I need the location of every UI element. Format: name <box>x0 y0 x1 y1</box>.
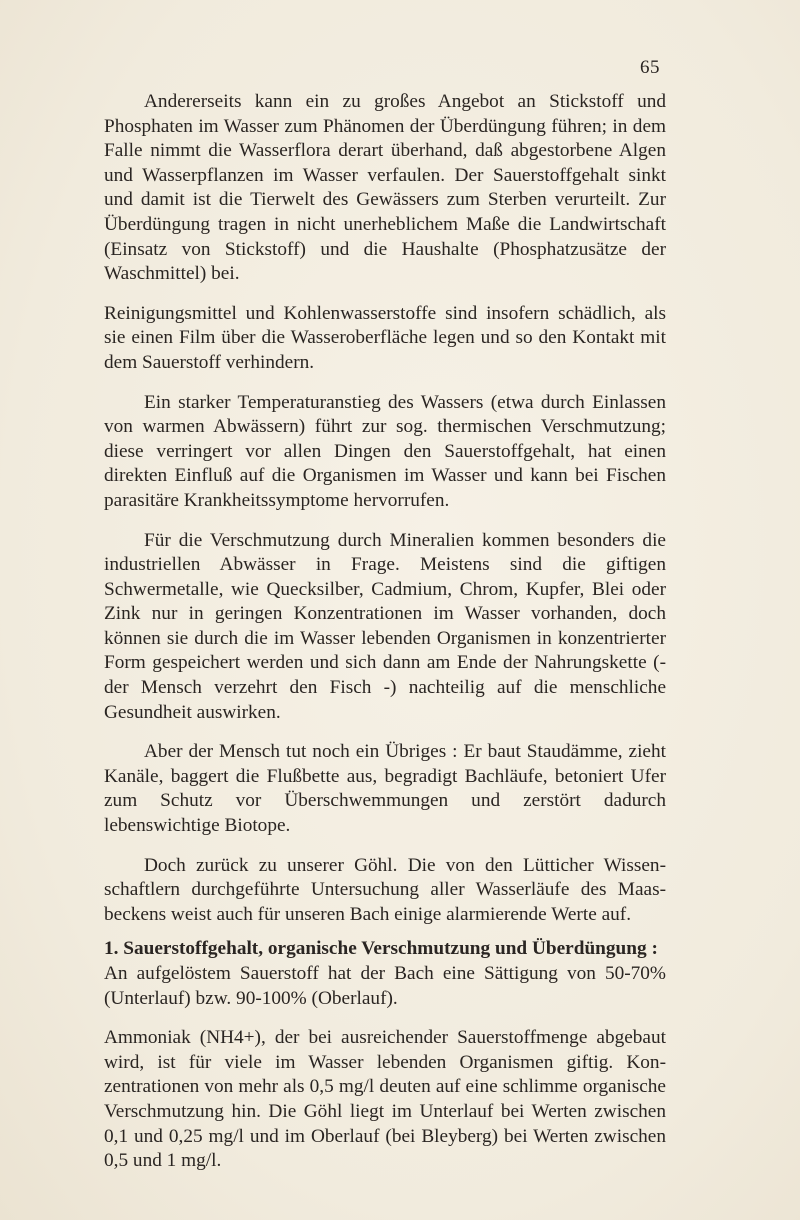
paragraph-minerals: Für die Verschmutzung durch Mineralien kommen besonders die industriellen Abwässer in Frage. Meistens sind die giftigen Schwermetalle, wie Quecksilber, Cadmium, Chrom, Kupfer, Blei oder Zink nur in geringen Konzentrationen im Wasser vorhanden, doch können sie durch die im Wasser lebenden Organismen in konzentrierter Form gespeichert werden und sich dann am Ende der Nahrungskette (- der Mensch verzehrt den Fisch -) nachteilig auf die menschliche Gesundheit auswirken. <box>104 529 666 723</box>
page-number: 65 <box>640 57 660 78</box>
paragraph-human-impact: Aber der Mensch tut noch ein Übriges : Er baut Staudämme, zieht Kanäle, baggert die Flußbette aus, begradigt Bachläufe, betoniert Ufer zum Schutz vor Überschwemmungen und zerstört dadurch lebenswichtige Biotope. <box>104 741 666 837</box>
paragraph-goehl-study: Doch zurück zu unserer Göhl. Die von den Lütticher Wissenschaftlern durchgeführte Untersuchung aller Wasserläufe des Maasbeckens weist auch für unseren Bach einige alarmierende Werte auf. <box>104 854 666 925</box>
paragraph-ammonia: Ammoniak (NH4+), der bei ausreichender Sauerstoffmenge abgebaut wird, ist für viele im Wasser lebenden Organismen giftig. Konzentrationen von mehr als 0,5 mg/l deuten auf eine schlimme organische Verschmutzung hin. Die Göhl liegt im Unterlauf bei Werten zwischen 0,1 und 0,25 mg/l und im Oberlauf (bei Bleyberg) bei Werten zwischen 0,5 und 1 mg/l. <box>104 1027 666 1172</box>
page-body <box>104 90 666 1174</box>
paragraph-oxygen: An aufgelöstem Sauerstoff hat der Bach eine Sättigung von 50-70% (Unterlauf) bzw. 90-100% (Oberlauf). <box>104 963 666 1009</box>
paragraph-detergents: Reinigungsmittel und Kohlenwasserstoffe sind insofern schädlich, als sie einen Film über die Wasseroberfläche legen und so den Kontakt mit dem Sauerstoff verhindern. <box>104 302 666 373</box>
paragraph-thermal-pollution: Ein starker Temperaturanstieg des Wassers (etwa durch Einlassen von warmen Abwässern) führt zur sog. thermischen Verschmutzung; diese verringert vor allen Dingen den Sauerstoffgehalt, hat einen direkten Einfluß auf die Organismen im Wasser und kann bei Fischen parasitäre Krankheitssymptome hervorrufen. <box>104 391 666 511</box>
section-heading: 1. Sauerstoffgehalt, organische Verschmutzung und Überdüngung : <box>104 938 658 960</box>
paragraph-overfertilization: Andererseits kann ein zu großes Angebot an Stickstoff und Phosphaten im Wasser zum Phänomen der Überdüngung führen; in dem Falle nimmt die Wasserflora derart überhand, daß abgestorbene Algen und Wasserpflanzen im Wasser verfaulen. Der Sauerstoffgehalt sinkt und damit ist die Tierwelt des Gewässers zum Sterben verurteilt. Zur Überdüngung tragen in nicht unerheblichem Maße die Landwirtschaft (Einsatz von Stickstoff) und die Haushalte (Phosphatzusätze der Waschmittel) bei. <box>104 91 666 285</box>
